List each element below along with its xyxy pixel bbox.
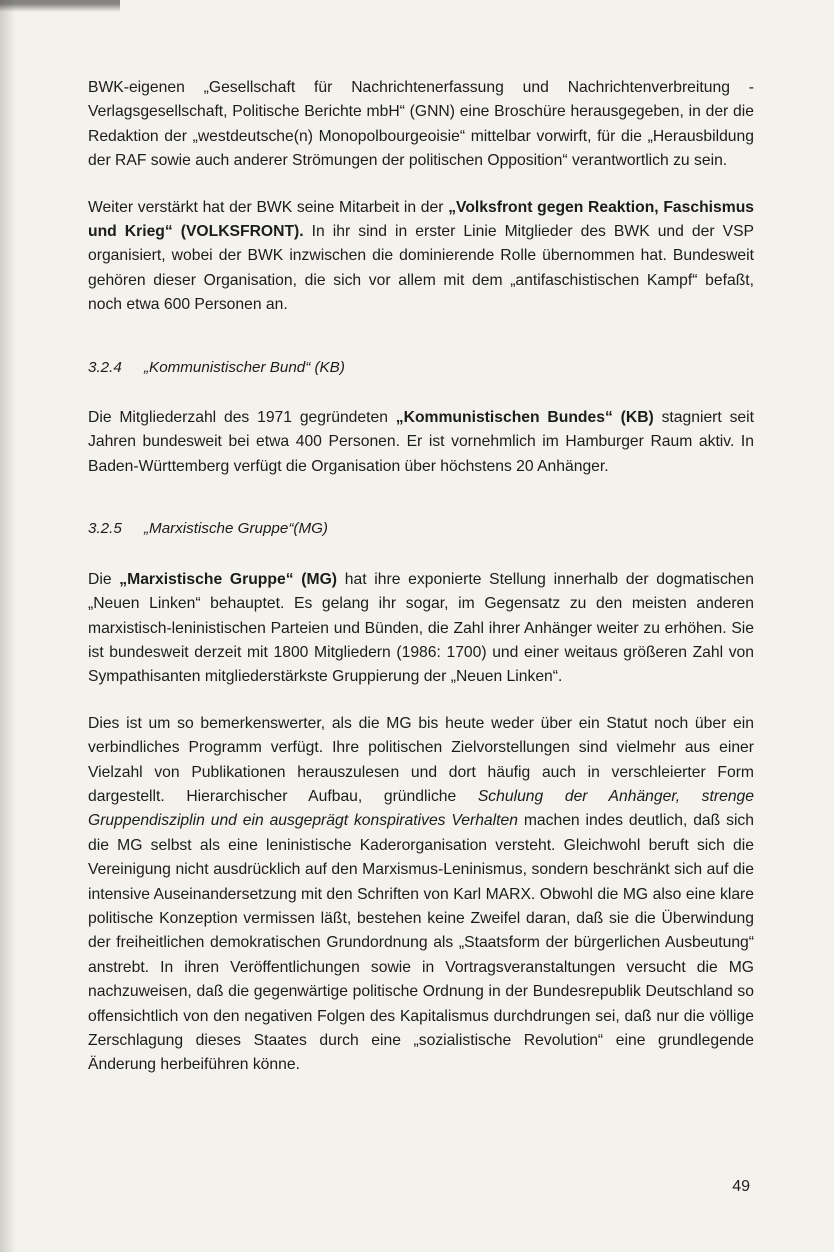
bold-organization-name: „Volksfront gegen Reaktion, Faschismus und Krieg“ (VOLKSFRONT). [88,198,755,241]
paragraph-text: In ihr sind in erster Linie Mitglieder des BWK und der VSP organisiert, wobei der BWK inzwischen die dominierende Rolle übernommen hat. Bundesweit gehören dieser Organisation, die sich vor allem mit dem „antifaschistischen Kampf“ befaßt, noch etwa 600 Personen an. [88,223,754,314]
section-title: „Marxistische Gruppe“(MG) [144,520,328,538]
scan-edge-shadow [0,0,16,1252]
page-body [88,76,754,1078]
paragraph-kb [88,406,754,479]
section-number: 3.2.4 [88,358,122,376]
paragraph-text: stagniert seit Jahren bundesweit bei etwa 400 Personen. Er ist vornehmlich im Hamburger Raum aktiv. In Baden-Württemberg verfügt die Organisation über höchstens 20 Anhänger. [88,409,754,475]
paragraph-text: Die [88,570,120,588]
paragraph-text: Die Mitgliederzahl des 1971 gegründeten [88,409,396,427]
bold-organization-name: „Marxistische Gruppe“ (MG) [119,570,337,588]
paragraph-text: machen indes deutlich, daß sich die MG selbst als eine leninistische Kaderorganisation versteht. Gleichwohl beruft sich die Vereinigung nicht ausdrücklich auf den Marxismus-Leninismus, sondern beschränkt sich auf die intensive Auseinandersetzung mit den Schriften von Karl MARX. Obwohl die MG also eine klare politische Konzeption vermissen läßt, bestehen keine Zweifel daran, daß sie die Überwindung der freiheitlichen demokratischen Grundordnung als „Staatsform der bürgerlichen Ausbeutung“ anstrebt. In ihren Veröffentlichungen sowie in Vortragsveranstaltungen versucht die MG nachzuweisen, daß die gegenwärtige politische Ordnung in der Bundesrepublik Deutschland so offensichtlich von den negativen Folgen des Kapitalismus durchdrungen sei, daß nur die völlige Zerschlagung dieses Staates durch eine „sozialistische Revolution“ eine grundlegende Änderung herbeiführen könne. [88,812,754,1074]
bold-organization-name: „Kommunistischen Bundes“ (KB) [395,409,654,427]
section-title: „Kommunistischer Bund“ (KB) [144,358,345,376]
paragraph-mg-intro [88,568,754,690]
section-heading-mg [88,517,754,541]
paragraph-text: Weiter verstärkt hat der BWK seine Mitarbeit in der [88,198,449,216]
paragraph-volksfront [88,196,754,318]
paragraph-gnn [88,76,754,174]
scan-edge-mark [0,0,120,12]
section-heading-kb [88,356,754,380]
paragraph-text: hat ihre exponierte Stellung innerhalb der dogmatischen „Neuen Linken“ behauptet. Es gelang ihr sogar, im Gegensatz zu den meisten anderen marxistisch-leninistischen Parteien und Bünden, die Zahl ihrer Anhänger weiter zu erhöhen. Sie ist bundesweit derzeit mit 1800 Mitgliedern (1986: 1700) und einer weitaus größeren Zahl von Sympathisanten mitgliederstärkste Gruppierung der „Neuen Linken“. [88,570,754,686]
italic-emphasis: Schulung der Anhänger, strenge Gruppendisziplin und ein ausgeprägt konspiratives Verhalten [88,787,754,830]
page-number: 49 [732,1178,750,1195]
paragraph-mg-details [88,712,754,1078]
section-number: 3.2.5 [88,520,122,538]
paragraph-text: BWK-eigenen „Gesellschaft für Nachrichtenerfassung und Nachrichtenverbreitung - Verlagsgesellschaft, Politische Berichte mbH“ (GNN) eine Broschüre herausgegeben, in der die Redaktion der „westdeutsche(n) Monopolbourgeoisie“ mittelbar vorwirft, für die „Herausbildung der RAF sowie auch anderer Strömungen der politischen Opposition“ verantwortlich zu sein. [88,79,754,170]
paragraph-text: Dies ist um so bemerkenswerter, als die MG bis heute weder über ein Statut noch über ein verbindliches Programm verfügt. Ihre politischen Zielvorstellungen sind vielmehr aus einer Vielzahl von Publikationen herauszulesen und dort häufig auch in verschleierter Form dargestellt. Hierarchischer Aufbau, gründliche [88,714,754,805]
